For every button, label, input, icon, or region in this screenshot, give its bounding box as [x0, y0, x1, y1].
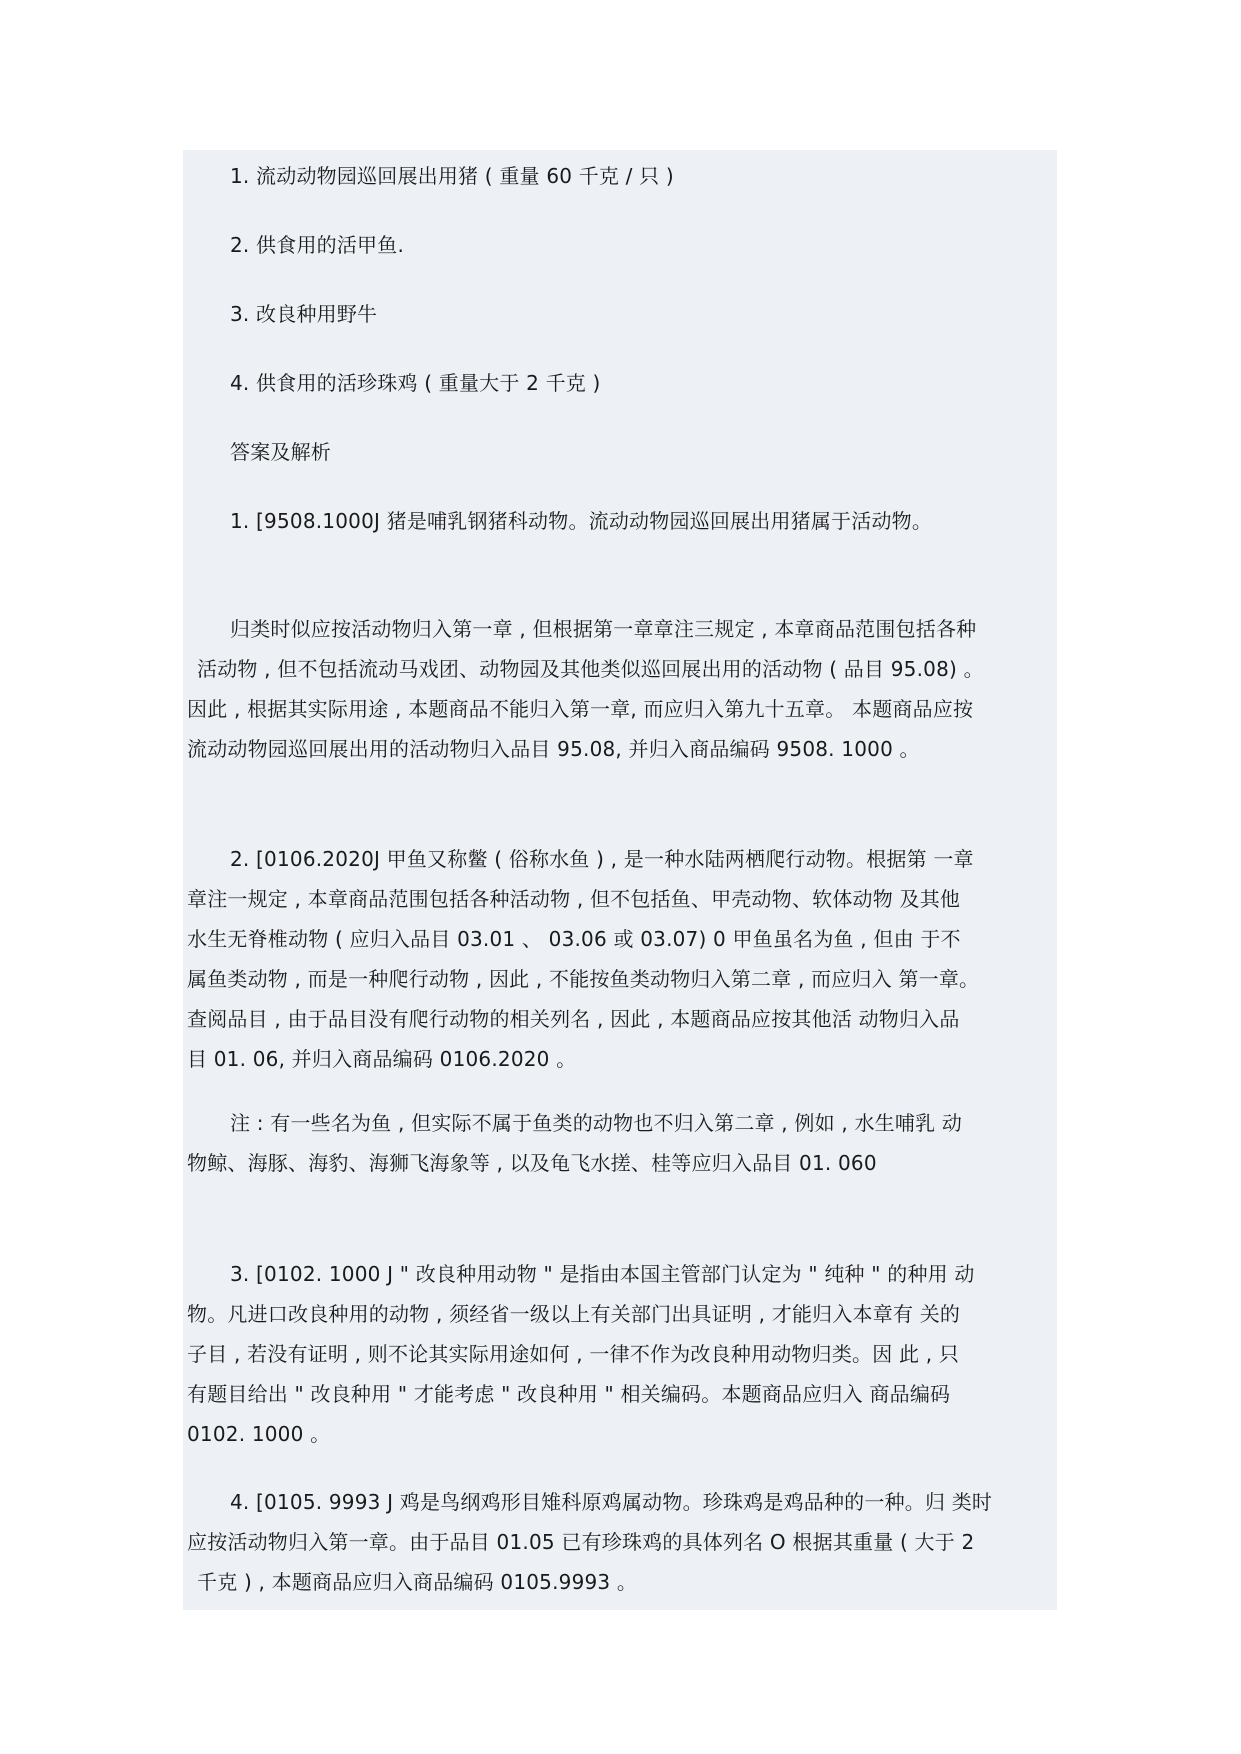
- answer-1-text: 因此 , 根据其实际用途 , 本题商品不能归入第一章, 而应归入第九十五章。 本题商品应按: [187, 697, 974, 721]
- answer-3-text: 0102. 1000 。: [187, 1422, 331, 1446]
- answer-2-text: 属鱼类动物 , 而是一种爬行动物 , 因此 , 不能按鱼类动物归入第二章 , 而应归入 第一章。: [187, 967, 980, 991]
- note-text: 物鲸、海豚、海豹、海狮飞海象等 , 以及龟飞水搓、桂等应归入品目 01. 060: [187, 1151, 877, 1175]
- answer-2-text: 水生无脊椎动物 ( 应归入品目 03.01 、 03.06 或 03.07) 0 甲鱼虽名为鱼 , 但由 于不: [187, 927, 961, 951]
- answer-2-text: 目 01. 06, 并归入商品编码 0106.2020 。: [187, 1047, 577, 1071]
- question-3: 3. 改良种用野牛: [230, 302, 378, 326]
- answer-3-text: 3. [0102. 1000 J " 改良种用动物 " 是指由本国主管部门认定为 " 纯种 " 的种用 动: [230, 1262, 975, 1286]
- answer-2-text: 2. [0106.2020J 甲鱼又称鳖 ( 俗称水鱼 ) , 是一种水陆两栖爬行动物。根据第 一章: [230, 847, 974, 871]
- answer-3-text: 子目 , 若没有证明 , 则不论其实际用途如何 , 一律不作为改良种用动物归类。因 此 , 只: [187, 1342, 960, 1366]
- answer-3-text: 有题目给出 " 改良种用 " 才能考虑 " 改良种用 " 相关编码。本题商品应归入 商品编码: [187, 1382, 951, 1406]
- question-2: 2. 供食用的活甲鱼.: [230, 233, 404, 257]
- answer-3-text: 物。凡进口改良种用的动物 , 须经省一级以上有关部门出具证明 , 才能归入本章有 关的: [187, 1302, 961, 1326]
- note-text: 注 : 有一些名为鱼 , 但实际不属于鱼类的动物也不归入第二章 , 例如 , 水生哺乳 动: [230, 1111, 963, 1135]
- answer-1-text: 流动动物园巡回展出用的活动物归入品目 95.08, 并归入商品编码 9508. 1000 。: [187, 737, 920, 761]
- answer-2-text: 查阅品目 , 由于品目没有爬行动物的相关列名 , 因此 , 本题商品应按其他活 动物归入品: [187, 1007, 960, 1031]
- answer-4-text: 应按活动物归入第一章。由于品目 01.05 已有珍珠鸡的具体列名 O 根据其重量 ( 大于 2: [187, 1530, 975, 1554]
- question-4: 4. 供食用的活珍珠鸡 ( 重量大于 2 千克 ): [230, 371, 601, 395]
- answer-2-text: 章注一规定 , 本章商品范围包括各种活动物 , 但不包括鱼、甲壳动物、软体动物 及其他: [187, 887, 961, 911]
- answer-1-text: 活动物 , 但不包括流动马戏团、动物园及其他类似巡回展出用的活动物 ( 品目 95.08) 。: [197, 657, 984, 681]
- answer-4-text: 千克 ) , 本题商品应归入商品编码 0105.9993 。: [197, 1570, 638, 1594]
- answer-1-text: 归类时似应按活动物归入第一章 , 但根据第一章章注三规定 , 本章商品范围包括各种: [230, 617, 977, 641]
- answer-1-code: 1. [9508.1000J 猪是哺乳钢猪科动物。流动动物园巡回展出用猪属于活动物。: [230, 509, 933, 533]
- answer-4-text: 4. [0105. 9993 J 鸡是鸟纲鸡形目雉科原鸡属动物。珍珠鸡是鸡品种的一种。归 类时: [230, 1490, 993, 1514]
- question-1: 1. 流动动物园巡回展出用猪 ( 重量 60 千克 / 只 ): [230, 164, 674, 188]
- answer-heading: 答案及解析: [230, 440, 331, 464]
